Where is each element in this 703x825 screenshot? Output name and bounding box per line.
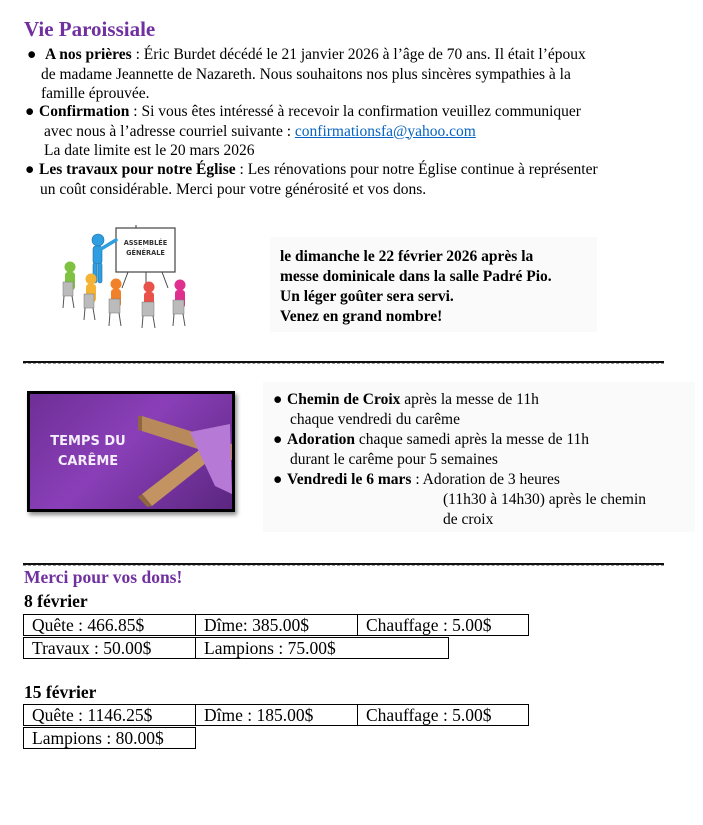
donation-cell: Travaux : 50.00$ [23, 637, 196, 659]
assembly-line: Venez en grand nombre! [280, 308, 443, 325]
donation-cell: Chauffage : 5.00$ [357, 704, 529, 726]
section-title: Vie Paroissiale [24, 17, 156, 41]
assembly-line: messe dominicale dans la salle Padré Pio. [280, 268, 552, 285]
bulletin-text: un coût considérable. Merci pour votre générosité et vos dons. [40, 180, 427, 198]
bulletin-text: Les rénovations pour notre Église continue à représenter [247, 161, 598, 178]
assembly-line: Un léger goûter sera servi. [280, 288, 454, 305]
lent-item: ● Adoration chaque samedi après la messe de 11h [273, 431, 590, 448]
assembly-caption-line2: GÉNÉRALE [126, 249, 165, 257]
assembly-caption-line1: ASSEMBLÉE [123, 239, 168, 247]
bulletin-text: Si vous êtes intéressé à recevoir la confirmation veuillez communiquer [141, 103, 581, 120]
bulletin-text: Éric Burdet décédé le 21 janvier 2026 à l’âge de 70 ans. Il était l’époux [143, 46, 586, 63]
bulletin-text: avec nous à l’adresse courriel suivante : [44, 122, 295, 140]
donation-cell: Quête : 466.85$ [23, 614, 196, 636]
assembly-info-box [270, 237, 597, 332]
donation-cell: Dîme: 385.00$ [195, 614, 358, 636]
lent-item: ● Vendredi le 6 mars : Adoration de 3 heures [273, 471, 560, 488]
donation-date: 8 février [24, 591, 88, 611]
bulletin-item-prayers: ● A nos prières : Éric Burdet décédé le 21 janvier 2026 à l’âge de 70 ans. Il était l’époux de madame Jeannette de Nazareth. Nous souhaitons nos plus sincères sympathies à la famille éprouvée. [27, 46, 586, 102]
bulletin-label: Les travaux pour notre Église [39, 161, 236, 178]
section-divider [23, 361, 664, 363]
donation-date: 15 février [24, 682, 97, 702]
bulletin-label: A nos prières [45, 46, 132, 63]
donation-cell: Lampions : 80.00$ [23, 727, 196, 749]
general-assembly-illustration [60, 222, 250, 338]
section-divider [23, 563, 664, 565]
bullet-icon: ● [273, 391, 283, 408]
lent-image [27, 391, 235, 512]
donation-cell: Lampions : 75.00$ [195, 637, 449, 659]
deadline-text: La date limite est le 20 mars 2026 [44, 142, 255, 159]
donation-cell: Chauffage : 5.00$ [357, 614, 529, 636]
assembly-line: le dimanche le 22 février 2026 après la [280, 248, 534, 265]
email-link[interactable]: confirmationsfa@yahoo.com [294, 122, 476, 140]
bulletin-item-confirmation: ● Confirmation : Si vous êtes intéressé à recevoir la confirmation veuillez communiquer avec nous à l’adresse courriel suivante : confirmationsfa@yahoo.com La date limite est le 20 mars 2026 [25, 103, 581, 159]
donation-cell: Dîme : 185.00$ [195, 704, 358, 726]
bullet-icon: ● [273, 431, 283, 448]
lent-image-caption: TEMPS DU CARÊME [50, 434, 126, 469]
lent-item: ● Chemin de Croix après la messe de 11h [273, 391, 539, 408]
bulletin-item-renovations: ● Les travaux pour notre Église : Les rénovations pour notre Église continue à représenter un coût considérable. Merci pour votre générosité et vos dons. [25, 161, 598, 198]
bulletin-label: Confirmation [39, 103, 130, 120]
donation-cell: Quête : 1146.25$ [23, 704, 196, 726]
bullet-icon: ● [27, 46, 37, 63]
bullet-icon: ● [25, 103, 35, 120]
lent-schedule-box: ● Chemin de Croix après la messe de 11h chaque vendredi du carême ● Adoration chaque samedi après la messe de 11h durant le carême pour 5 semaines ● Vendredi le 6 mars : Adoration de 3 heures (11h30 à 14h30) après le chemin de croix [263, 382, 695, 532]
bullet-icon: ● [25, 161, 35, 178]
bulletin-text: de madame Jeannette de Nazareth. Nous souhaitons nos plus sincères sympathies à la [41, 65, 571, 83]
donations-title: Merci pour vos dons! [24, 567, 183, 587]
bulletin-text: famille éprouvée. [41, 85, 150, 102]
bullet-icon: ● [273, 471, 283, 488]
